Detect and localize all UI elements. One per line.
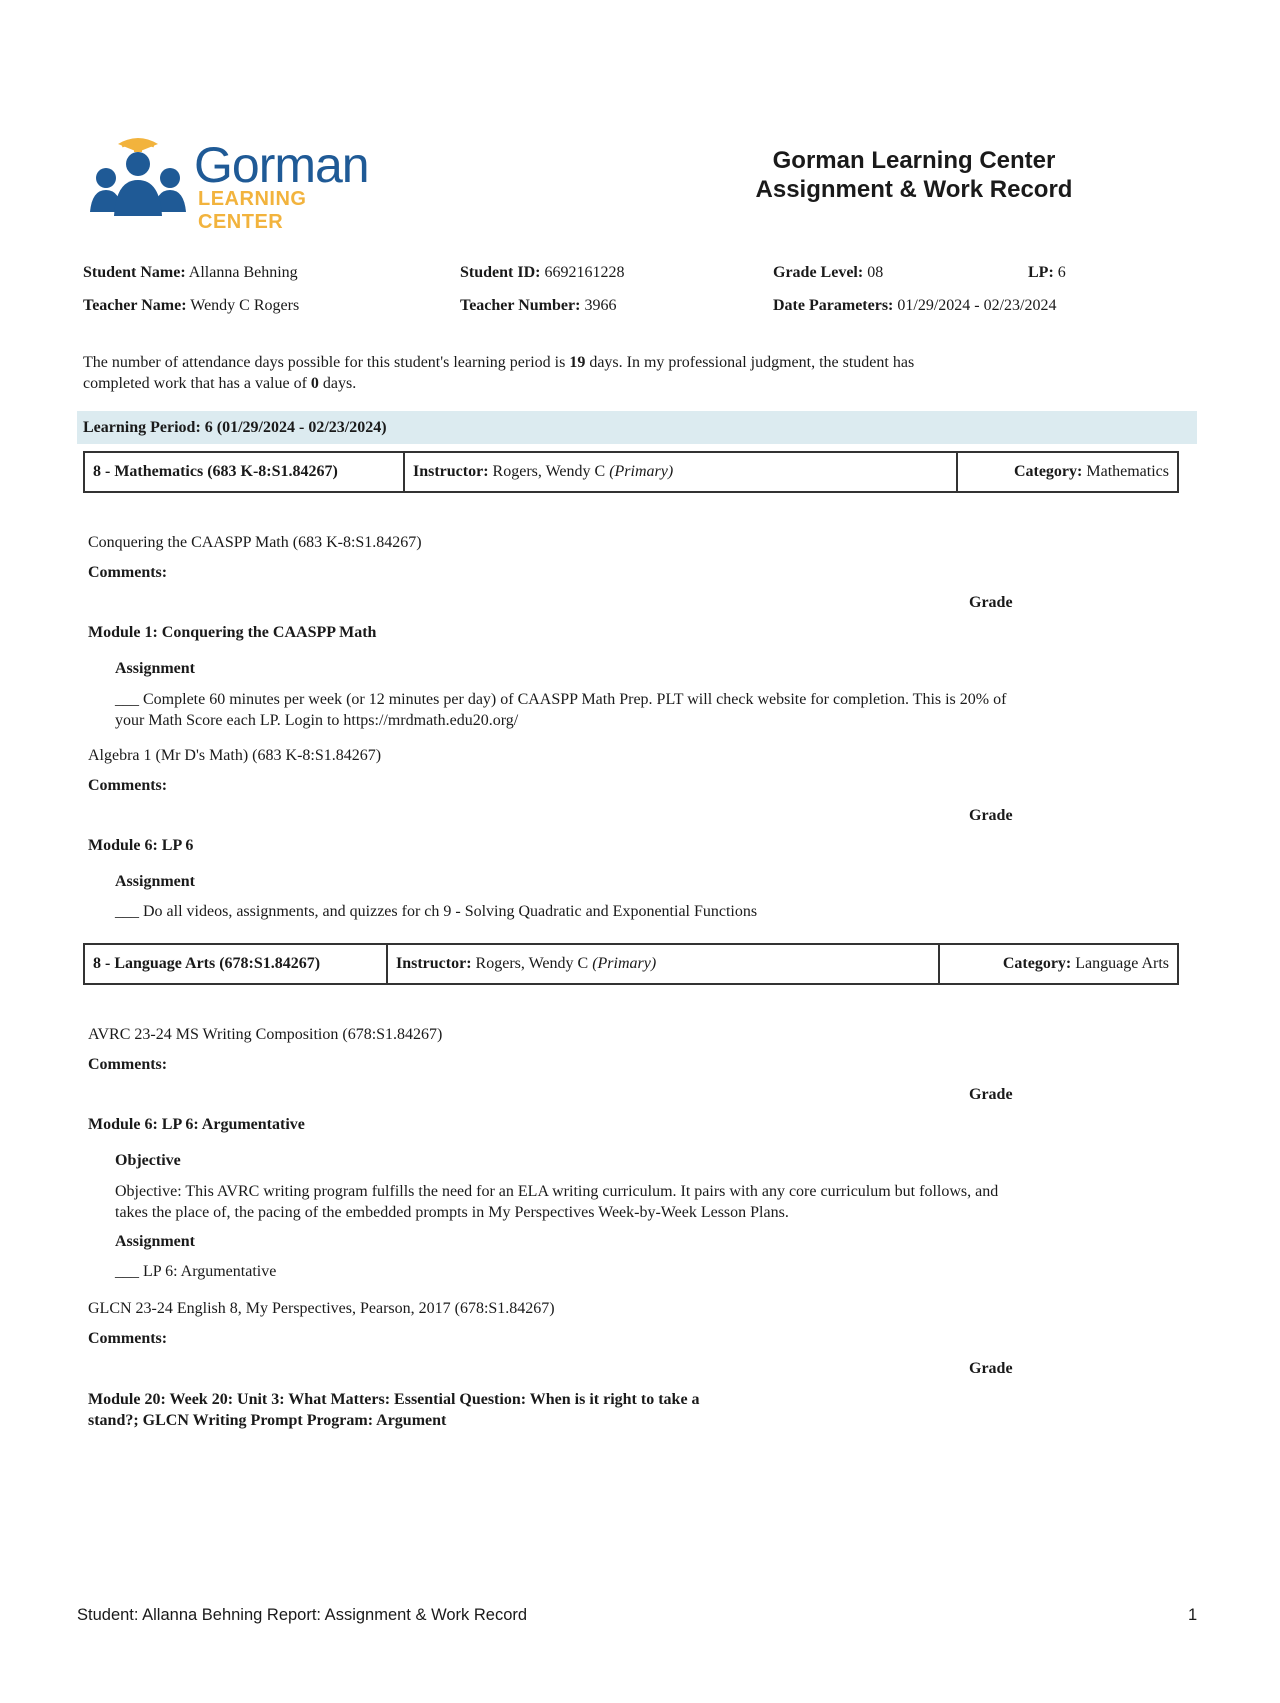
- people-graduation-icon: [88, 130, 188, 225]
- attendance-line-2: [83, 373, 1183, 394]
- category-value: Mathematics: [1086, 463, 1169, 480]
- assignment-label: Assignment: [115, 660, 196, 677]
- course-header-mathematics: [83, 451, 1179, 493]
- days-value: 0: [310, 375, 319, 392]
- attendance-statement: [83, 352, 1183, 394]
- title-line-2: Assignment & Work Record: [755, 176, 1073, 203]
- lp-value: 6: [1057, 264, 1066, 281]
- assignment-text: ___ LP 6: Argumentative: [115, 1263, 277, 1280]
- instructor-name: Rogers, Wendy C: [475, 955, 589, 972]
- category-label: Category:: [1002, 955, 1072, 972]
- logo-subtitle: LEARNING CENTER: [198, 188, 307, 233]
- student-name-value: Allanna Behning: [188, 264, 298, 281]
- comments-label: Comments:: [88, 1330, 168, 1347]
- student-name-field: [83, 264, 298, 282]
- comments-label: Comments:: [88, 564, 168, 581]
- objective-text: [115, 1181, 1115, 1223]
- course-name: 8 - Language Arts (678:S1.84267): [85, 945, 388, 983]
- page-number: 1: [1188, 1606, 1198, 1624]
- assignment-label: Assignment: [115, 1233, 196, 1250]
- teacher-name-field: [83, 297, 299, 315]
- teacher-name-label: Teacher Name:: [83, 297, 187, 314]
- assignment-text: ___ Do all videos, assignments, and quizzes for ch 9 - Solving Quadratic and Exponential Functions: [115, 903, 758, 920]
- instructor-role: (Primary): [592, 955, 657, 972]
- assignment-text-line-2: your Math Score each LP. Login to https://mrdmath.edu20.org/: [115, 712, 519, 729]
- course-instructor: [405, 453, 958, 491]
- date-parameters-value: 01/29/2024 - 02/23/2024: [897, 297, 1057, 314]
- module-title: Module 6: LP 6: Argumentative: [88, 1116, 305, 1133]
- assignment-label: Assignment: [115, 873, 196, 890]
- category-label: Category:: [1013, 463, 1083, 480]
- objective-text-line-2: takes the place of, the pacing of the embedded prompts in My Perspectives Week-by-Week Lesson Plans.: [115, 1204, 789, 1221]
- learning-period-band: [77, 411, 1197, 444]
- section-title: Conquering the CAASPP Math (683 K-8:S1.84267): [88, 534, 422, 551]
- grade-label: Grade: [969, 1086, 1013, 1103]
- course-category: [958, 453, 1177, 491]
- student-id-value: 6692161228: [544, 264, 625, 281]
- gorman-logo: [88, 130, 388, 233]
- attendance-text-2: days. In my professional judgment, the student has: [585, 354, 915, 371]
- lp-field: [1028, 264, 1066, 282]
- student-name-label: Student Name:: [83, 264, 186, 281]
- module-title: Module 1: Conquering the CAASPP Math: [88, 624, 377, 641]
- title-line-1: Gorman Learning Center: [772, 147, 1056, 174]
- learning-period-label: Learning Period: 6 (01/29/2024 - 02/23/2024): [83, 419, 387, 436]
- attendance-text-1: The number of attendance days possible for this student's learning period is: [83, 354, 570, 371]
- grade-level-value: 08: [867, 264, 884, 281]
- teacher-number-label: Teacher Number:: [460, 297, 581, 314]
- category-value: Language Arts: [1075, 955, 1169, 972]
- grade-level-field: [773, 264, 883, 282]
- course-instructor: [388, 945, 940, 983]
- date-parameters-label: Date Parameters:: [773, 297, 894, 314]
- instructor-role: (Primary): [609, 463, 674, 480]
- lp-label: LP:: [1028, 264, 1054, 281]
- module-title-line-2: stand?; GLCN Writing Prompt Program: Argument: [88, 1412, 447, 1429]
- student-id-label: Student ID:: [460, 264, 541, 281]
- module-title: Module 6: LP 6: [88, 837, 194, 854]
- section-title: Algebra 1 (Mr D's Math) (683 K-8:S1.84267): [88, 747, 382, 764]
- comments-label: Comments:: [88, 777, 168, 794]
- page-title: [714, 146, 1114, 204]
- course-name: 8 - Mathematics (683 K-8:S1.84267): [85, 453, 405, 491]
- grade-label: Grade: [969, 807, 1013, 824]
- assignment-text-line-1: ___ Complete 60 minutes per week (or 12 minutes per day) of CAASPP Math Prep. PLT will check website for completion. This is 20% of: [115, 691, 1007, 708]
- module-title: [88, 1389, 888, 1431]
- grade-label: Grade: [969, 594, 1013, 611]
- teacher-name-value: Wendy C Rogers: [190, 297, 300, 314]
- student-id-field: [460, 264, 624, 282]
- instructor-name: Rogers, Wendy C: [492, 463, 606, 480]
- instructor-label: Instructor:: [413, 463, 489, 480]
- attendance-text-4: days.: [318, 375, 357, 392]
- module-title-line-1: Module 20: Week 20: Unit 3: What Matters: Essential Question: When is it right to take a: [88, 1391, 700, 1408]
- course-category: [940, 945, 1177, 983]
- instructor-label: Instructor:: [396, 955, 472, 972]
- page-footer: Student: Allanna Behning Report: Assignment & Work Record: [77, 1606, 528, 1624]
- grade-label: Grade: [969, 1360, 1013, 1377]
- attendance-text-3: completed work that has a value of: [83, 375, 311, 392]
- teacher-number-value: 3966: [584, 297, 617, 314]
- teacher-number-field: [460, 297, 616, 315]
- logo-wordmark: Gorman: [194, 137, 369, 193]
- comments-label: Comments:: [88, 1056, 168, 1073]
- date-parameters-field: [773, 297, 1056, 315]
- objective-text-line-1: Objective: This AVRC writing program fulfills the need for an ELA writing curriculum. It pairs with any core curriculum but follows, and: [115, 1183, 999, 1200]
- section-title: AVRC 23-24 MS Writing Composition (678:S1.84267): [88, 1026, 443, 1043]
- objective-label: Objective: [115, 1152, 181, 1169]
- section-title: GLCN 23-24 English 8, My Perspectives, Pearson, 2017 (678:S1.84267): [88, 1300, 555, 1317]
- days-possible: 19: [569, 354, 586, 371]
- course-header-language-arts: [83, 943, 1179, 985]
- grade-level-label: Grade Level:: [773, 264, 864, 281]
- attendance-line-1: [83, 352, 1183, 373]
- assignment-text: [115, 689, 1115, 731]
